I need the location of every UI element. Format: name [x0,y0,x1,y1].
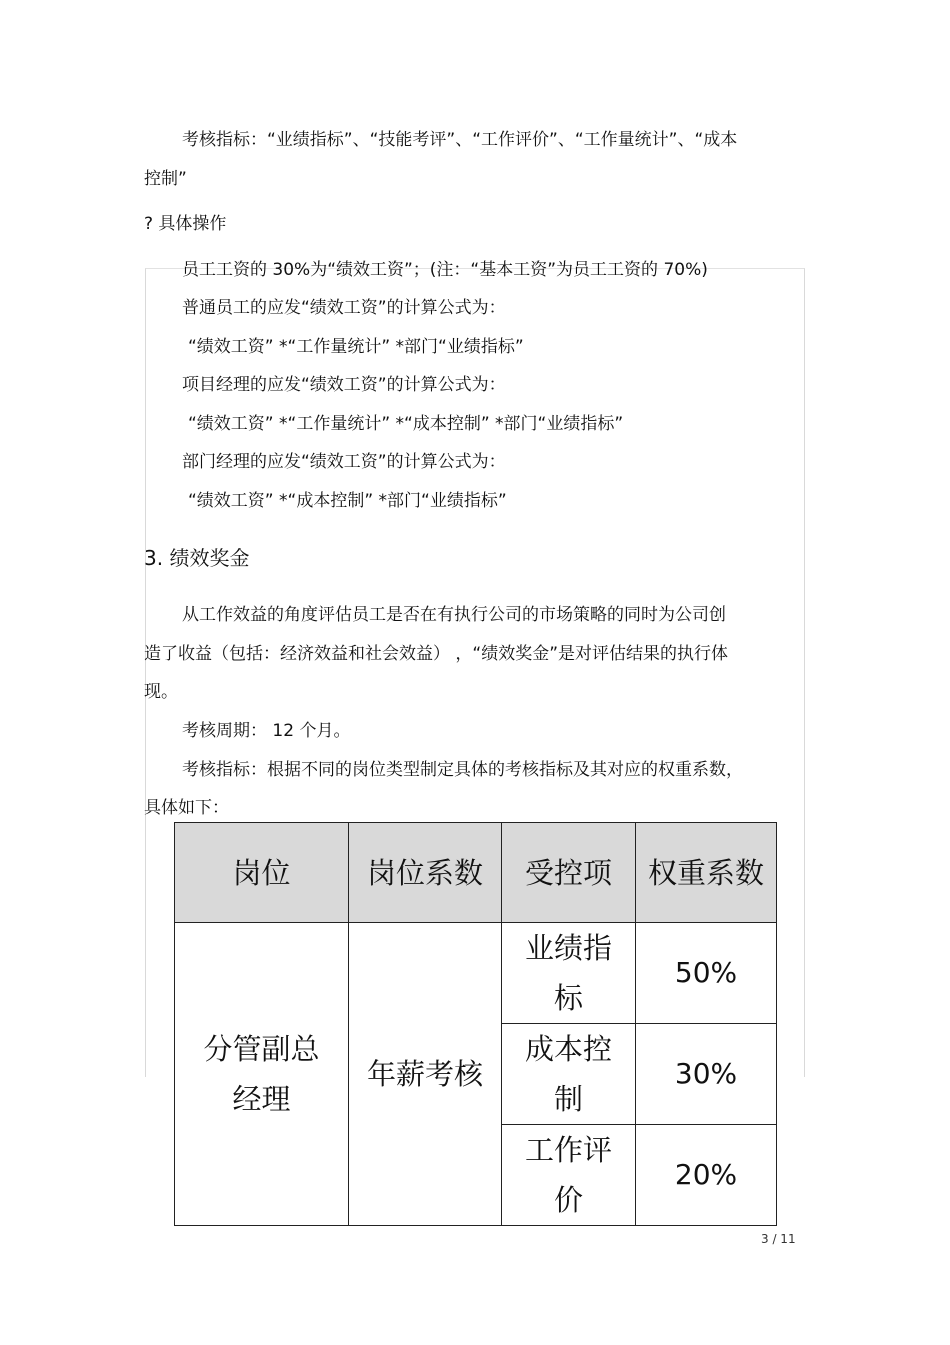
weight-cell: 50% [636,923,777,1024]
table-row [175,923,777,1024]
dm-formula: “绩效工资” *“成本控制” *部门“业绩指标” [188,491,507,511]
header-position: 岗位 [175,823,349,923]
section-3-heading: 3. 绩效奖金 [144,546,250,570]
bonus-paragraph-line-2: 造了收益（包括：经济效益和社会效益） ，“绩效奖金”是对评估结果的执行体 [144,644,729,664]
assess-index-2-line-2: 具体如下： [144,798,229,818]
bonus-paragraph-line-3: 现。 [144,682,178,702]
assessment-period: 考核周期： 12 个月。 [182,721,351,741]
weight-cell: 20% [636,1125,777,1226]
bonus-paragraph-line-1: 从工作效益的角度评估员工是否在有执行公司的市场策略的同时为公司创 [182,605,726,625]
staff-formula-label: 普通员工的应发“绩效工资”的计算公式为： [182,298,506,318]
position-cell: 分管副总经理 [175,923,349,1226]
assess-index-line-2: 控制” [144,169,187,189]
page-number: 3 / 11 [761,1232,796,1246]
assess-index-2-line-1: 考核指标：根据不同的岗位类型制定具体的考核指标及其对应的权重系数， [182,760,743,780]
header-coefficient: 岗位系数 [349,823,502,923]
controlled-item-cell: 业绩指标 [502,923,636,1024]
pm-formula: “绩效工资” *“工作量统计” *“成本控制” *部门“业绩指标” [188,414,624,434]
weight-table [174,822,777,1226]
weight-cell: 30% [636,1024,777,1125]
table-header-row [175,823,777,923]
coefficient-cell: 年薪考核 [349,923,502,1226]
pm-formula-label: 项目经理的应发“绩效工资”的计算公式为： [182,375,506,395]
wage-note: 员工工资的 30%为“绩效工资”；(注：“基本工资”为员工工资的 70%) [182,260,708,280]
controlled-item-cell: 成本控制 [502,1024,636,1125]
operations-heading: ? 具体操作 [144,214,227,234]
header-controlled-item: 受控项 [502,823,636,923]
dm-formula-label: 部门经理的应发“绩效工资”的计算公式为： [182,452,506,472]
header-weight: 权重系数 [636,823,777,923]
staff-formula: “绩效工资” *“工作量统计” *部门“业绩指标” [188,337,524,357]
controlled-item-cell: 工作评价 [502,1125,636,1226]
assess-index-line-1: 考核指标：“业绩指标”、“技能考评”、“工作评价”、“工作量统计”、“成本 [182,130,738,150]
